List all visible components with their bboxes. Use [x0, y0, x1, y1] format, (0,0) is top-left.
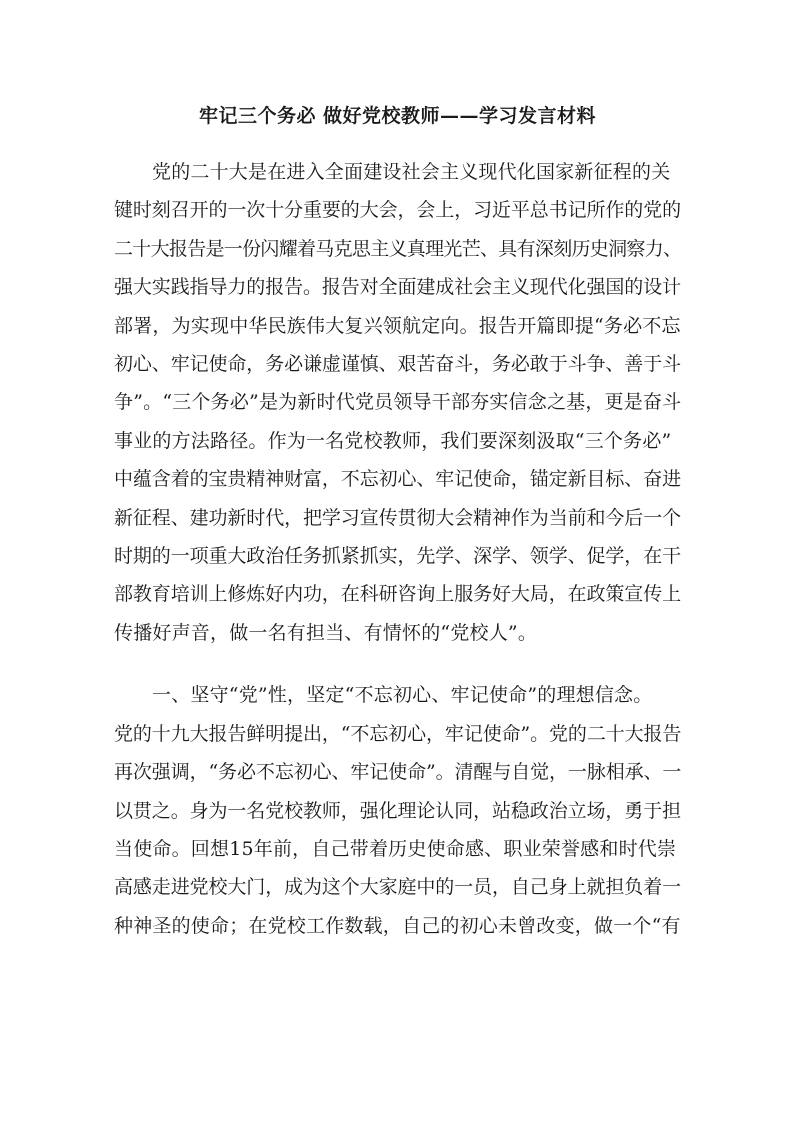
text-line: 争”。“三个务必”是为新时代党员领导干部夯实信念之基，更是奋斗	[114, 391, 682, 414]
text-line: 事业的方法路径。作为一名党校教师，我们要深刻汲取“三个务必”	[114, 429, 672, 452]
text-line: 时期的一项重大政治任务抓紧抓实，先学、深学、领学、促学，在干	[114, 545, 682, 568]
text-line: 二十大报告是一份闪耀着马克思主义真理光芒、具有深刻历史洞察力、	[114, 237, 682, 260]
text-line: 部署，为实现中华民族伟大复兴领航定向。报告开篇即提“务必不忘	[114, 314, 681, 337]
text-line: 新征程、建功新时代，把学习宣传贯彻大会精神作为当前和今后一个	[114, 506, 682, 529]
text-line: 中蕴含着的宝贵精神财富，不忘初心、牢记使命，锚定新目标、奋进	[114, 468, 682, 491]
text-line: 强大实践指导力的报告。报告对全面建成社会主义现代化强国的设计	[114, 276, 682, 299]
text-line: 一、坚守“党”性，坚定“不忘初心、牢记使命”的理想信念。	[152, 684, 653, 707]
text-line: 党的十九大报告鲜明提出，“不忘初心，牢记使命”。党的二十大报告	[114, 722, 682, 745]
paragraph-section-one	[114, 676, 681, 945]
text-line: 党的二十大是在进入全面建设社会主义现代化国家新征程的关	[152, 161, 671, 183]
paragraph-intro	[114, 153, 681, 652]
text-line: 以贯之。身为一名党校教师，强化理论认同，站稳政治立场，勇于担	[114, 799, 682, 822]
text-line: 传播好声音，做一名有担当、有情怀的“党校人”。	[114, 621, 538, 644]
text-line: 部教育培训上修炼好内功，在科研咨询上服务好大局，在政策宣传上	[114, 583, 682, 606]
text-line: 再次强调，“务必不忘初心、牢记使命”。清醒与自觉，一脉相承、一	[114, 761, 682, 784]
text-line: 初心、牢记使命，务必谦虚谨慎、艰苦奋斗，务必敢于斗争、善于斗	[114, 353, 682, 376]
text-line: 高感走进党校大门，成为这个大家庭中的一员，自己身上就担负着一	[114, 876, 682, 899]
text-line: 当使命。回想15年前，自己带着历史使命感、职业荣誉感和时代崇	[114, 837, 677, 860]
text-line: 种神圣的使命；在党校工作数载，自己的初心未曾改变，做一个“有	[114, 914, 681, 937]
document-title: 牢记三个务必 做好党校教师——学习发言材料	[198, 105, 597, 127]
text-line: 键时刻召开的一次十分重要的大会，会上，习近平总书记所作的党的	[114, 199, 682, 222]
